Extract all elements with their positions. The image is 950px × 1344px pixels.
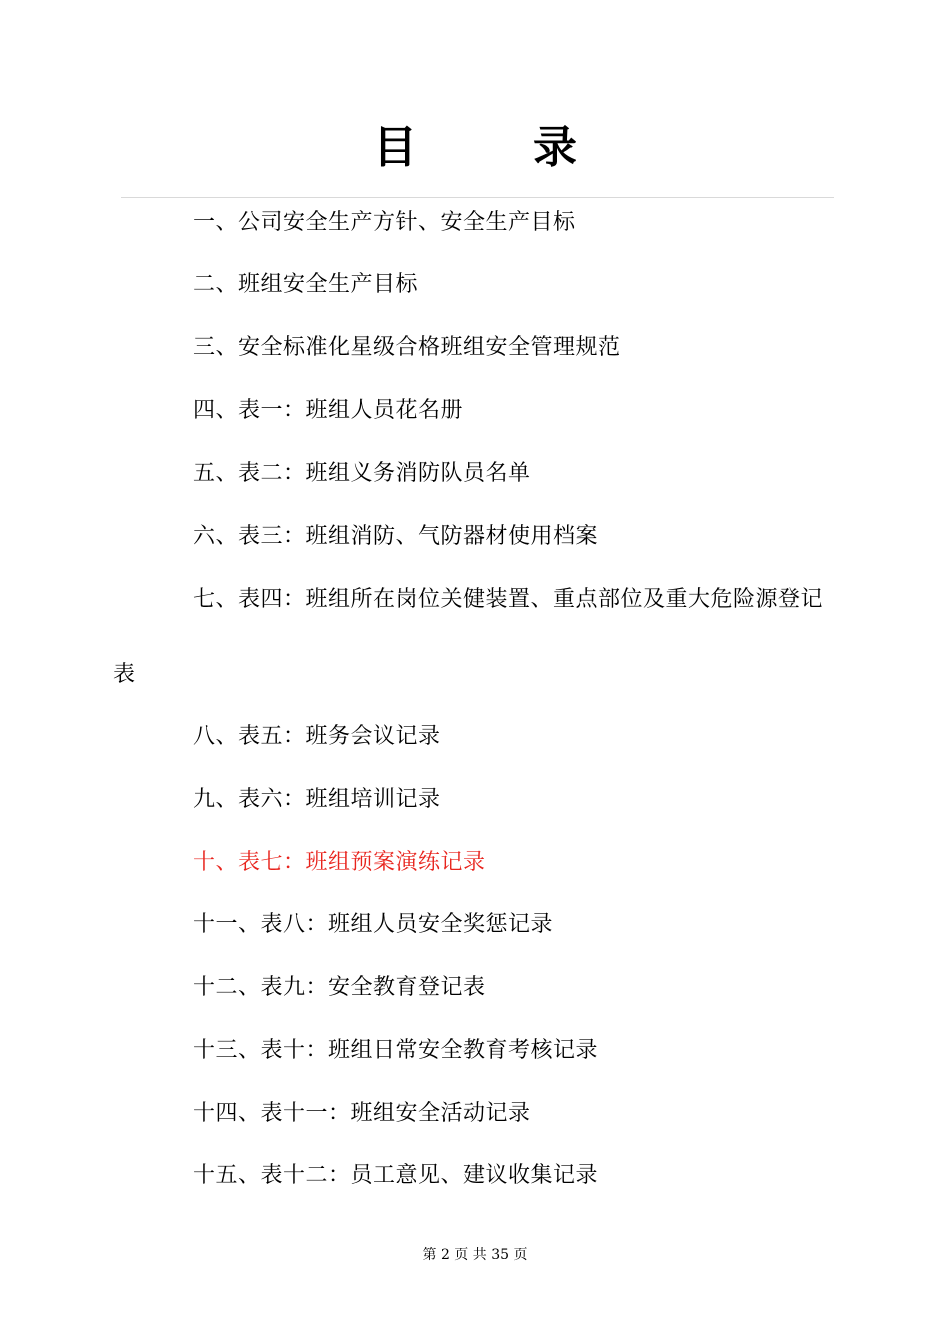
toc-item-5: 五、表二：班组义务消防队员名单 [193, 461, 531, 486]
toc-item-1: 一、公司安全生产方针、安全生产目标 [193, 210, 576, 235]
toc-item-2: 二、班组安全生产目标 [193, 272, 419, 297]
toc-item-11: 十一、表八：班组人员安全奖惩记录 [193, 912, 554, 937]
toc-item-15: 十五、表十二：员工意见、建议收集记录 [193, 1163, 599, 1188]
toc-item-6: 六、表三：班组消防、气防器材使用档案 [193, 524, 599, 549]
toc-item-4: 四、表一：班组人员花名册 [193, 398, 464, 423]
page-footer: 第 2 页 共 35 页 [422, 1247, 528, 1263]
toc-item-14: 十四、表十一：班组安全活动记录 [193, 1101, 531, 1126]
page-title: 目 录 [373, 122, 613, 173]
toc-item-10: 十、表七：班组预案演练记录 [193, 850, 486, 875]
toc-item-7: 七、表四：班组所在岗位关健装置、重点部位及重大危险源登记 [193, 587, 824, 612]
toc-item-13: 十三、表十：班组日常安全教育考核记录 [193, 1038, 599, 1063]
toc-item-7-continuation: 表 [113, 662, 136, 687]
toc-item-12: 十二、表九：安全教育登记表 [193, 975, 486, 1000]
toc-item-3: 三、安全标准化星级合格班组安全管理规范 [193, 335, 621, 360]
toc-item-9: 九、表六：班组培训记录 [193, 787, 441, 812]
toc-item-8: 八、表五：班务会议记录 [193, 724, 441, 749]
